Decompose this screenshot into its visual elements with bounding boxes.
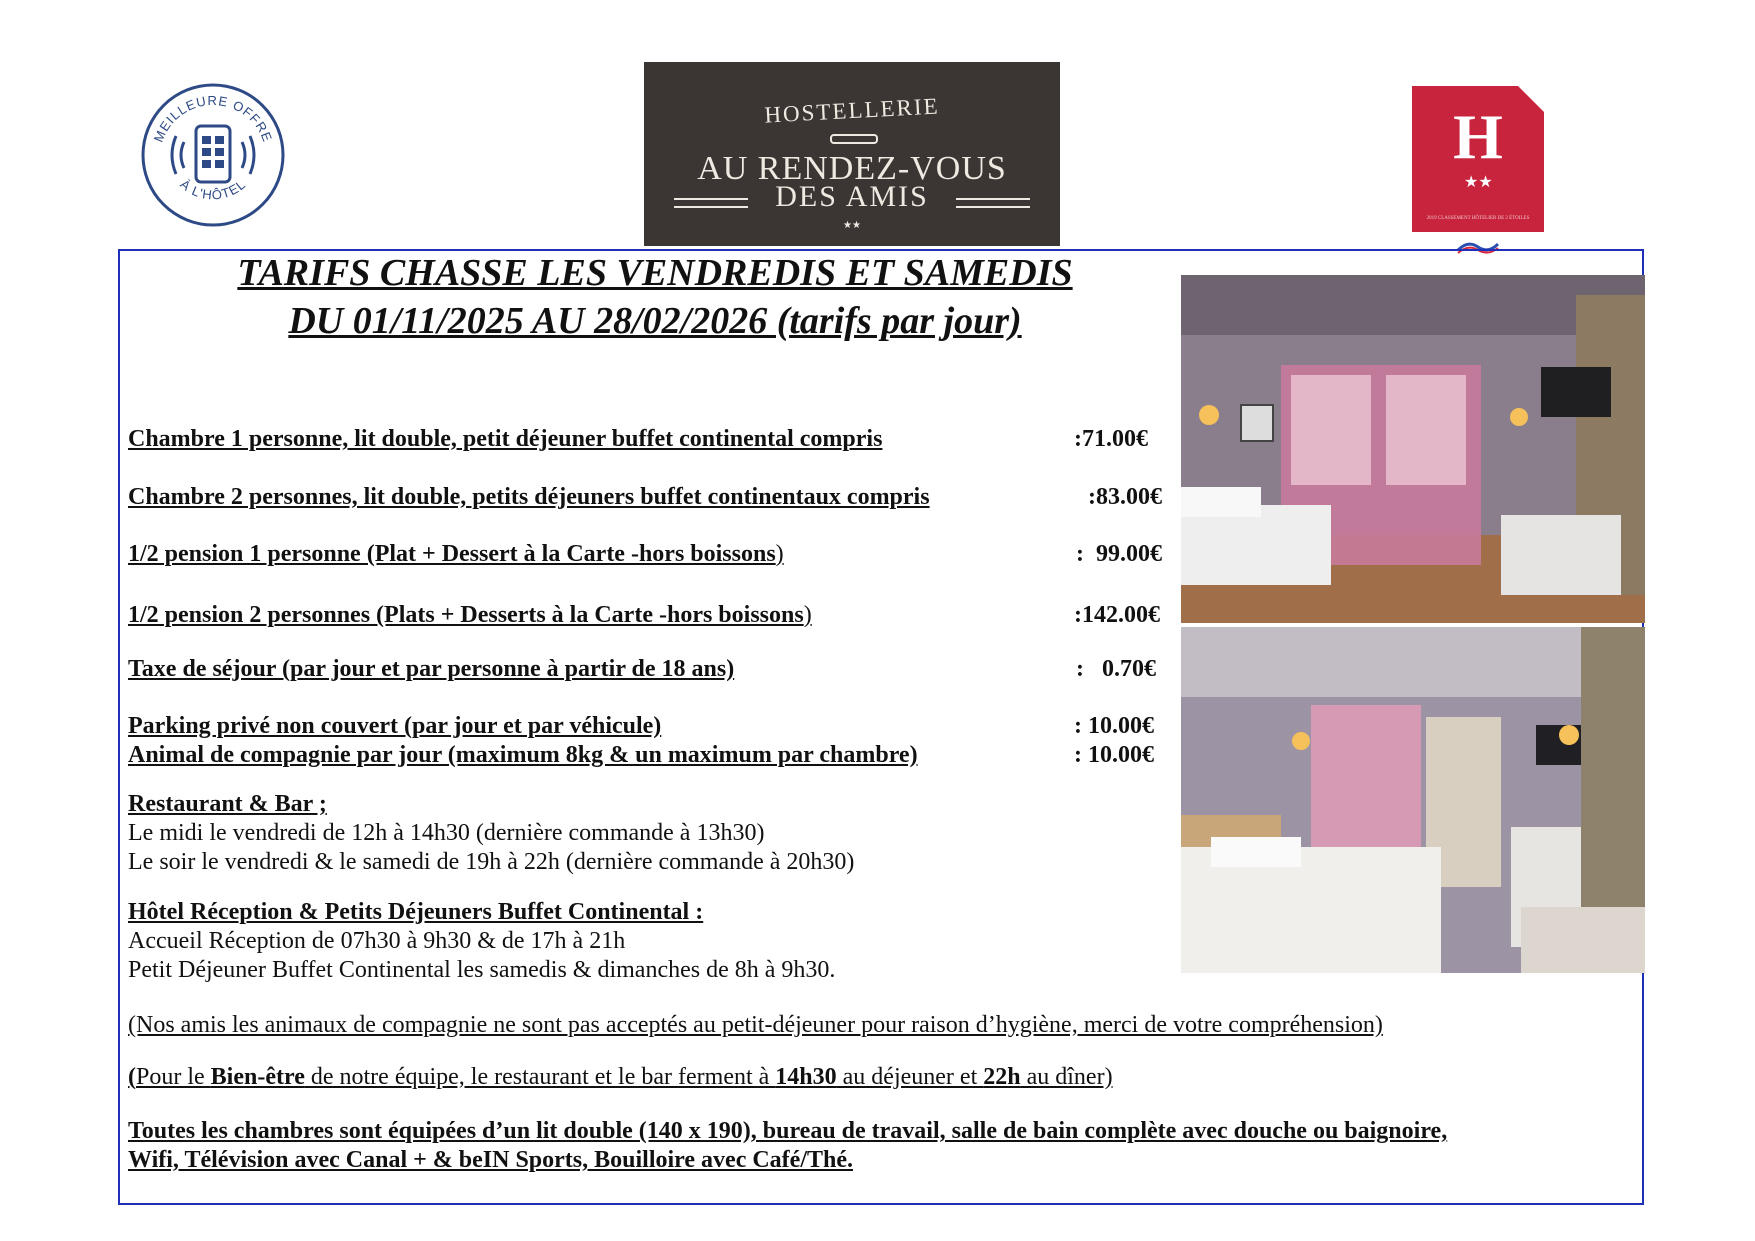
rate-label: 1/2 pension 1 personne (Plat + Dessert à la Carte -hors boissons) — [128, 541, 784, 567]
reception-heading: Hôtel Réception & Petits Déjeuners Buffet Continental : — [128, 899, 704, 925]
classification-caption: 2019 CLASSEMENT HÔTELIER DE 2 ÉTOILES — [1426, 216, 1530, 221]
rate-label: Taxe de séjour (par jour et par personne à partir de 18 ans) — [128, 656, 735, 682]
wellbeing-note: (Pour le Bien-être de notre équipe, le restaurant et le bar ferment à 14h30 au déjeuner et 22h au dîner) — [128, 1064, 1113, 1090]
logo-rule-right — [956, 198, 1030, 208]
rate-label: Animal de compagnie par jour (maximum 8kg & un maximum par chambre) — [128, 742, 918, 768]
rate-price: :83.00€ — [1088, 484, 1162, 510]
svg-text:À L'HÔTEL — [177, 176, 248, 202]
classification-stars: ★★ — [1464, 174, 1493, 191]
logo-stars: ★★ — [843, 220, 861, 231]
rooms-note-line1: Toutes les chambres sont équipées d’un lit double (140 x 190), bureau de travail, salle de bain complète avec douche ou baignoire, — [128, 1118, 1448, 1144]
rate-price: : 10.00€ — [1074, 742, 1154, 768]
restaurant-line: Le soir le vendredi & le samedi de 19h à 22h (dernière commande à 20h30) — [128, 849, 855, 875]
rate-price: :142.00€ — [1074, 602, 1160, 628]
rate-label: 1/2 pension 2 personnes (Plats + Desserts à la Carte -hors boissons) — [128, 602, 812, 628]
rate-price: :71.00€ — [1074, 426, 1148, 452]
rate-price: : 99.00€ — [1076, 541, 1162, 567]
rate-label: Chambre 1 personne, lit double, petit déjeuner buffet continental compris — [128, 426, 883, 452]
rate-label: Parking privé non couvert (par jour et par véhicule) — [128, 713, 662, 739]
badge-bottom-text: À L'HÔTEL — [177, 176, 249, 203]
logo-name-line2: DES AMIS — [775, 180, 929, 213]
spoon-icon — [830, 134, 878, 144]
logo-kicker: HOSTELLERIE — [763, 93, 941, 128]
badge-top-text: MEILLEURE OFFRE — [150, 92, 276, 145]
logo-name-line1: AU RENDEZ-VOUS — [697, 150, 1007, 187]
rate-price: : 10.00€ — [1074, 713, 1154, 739]
phone-icon — [172, 126, 254, 182]
restaurant-line: Le midi le vendredi de 12h à 14h30 (dernière commande à 13h30) — [128, 820, 765, 846]
restaurant-heading: Restaurant & Bar ; — [128, 791, 327, 817]
best-offer-badge — [138, 80, 288, 230]
room-photo-1 — [1181, 275, 1645, 623]
rooms-note-line2: Wifi, Télévision avec Canal + & beIN Sports, Bouilloire avec Café/Thé. — [128, 1147, 853, 1173]
hotel-classification-badge — [1412, 86, 1544, 266]
reception-line: Petit Déjeuner Buffet Continental les samedis & dimanches de 8h à 9h30. — [128, 957, 836, 983]
page-subtitle: DU 01/11/2025 AU 28/02/2026 (tarifs par jour) — [288, 300, 1022, 342]
animals-note: (Nos amis les animaux de compagnie ne sont pas acceptés au petit-déjeuner pour raison d’hygiène, merci de votre compréhension) — [128, 1012, 1383, 1038]
room-photo-2 — [1181, 627, 1645, 973]
page-title: TARIFS CHASSE LES VENDREDIS ET SAMEDIS — [237, 252, 1073, 294]
rate-price: : 0.70€ — [1076, 656, 1156, 682]
classification-letter: H — [1453, 101, 1503, 172]
rate-label: Chambre 2 personnes, lit double, petits déjeuners buffet continentaux compris — [128, 484, 930, 510]
hotel-logo — [644, 62, 1060, 246]
reception-line: Accueil Réception de 07h30 à 9h30 & de 17h à 21h — [128, 928, 626, 954]
